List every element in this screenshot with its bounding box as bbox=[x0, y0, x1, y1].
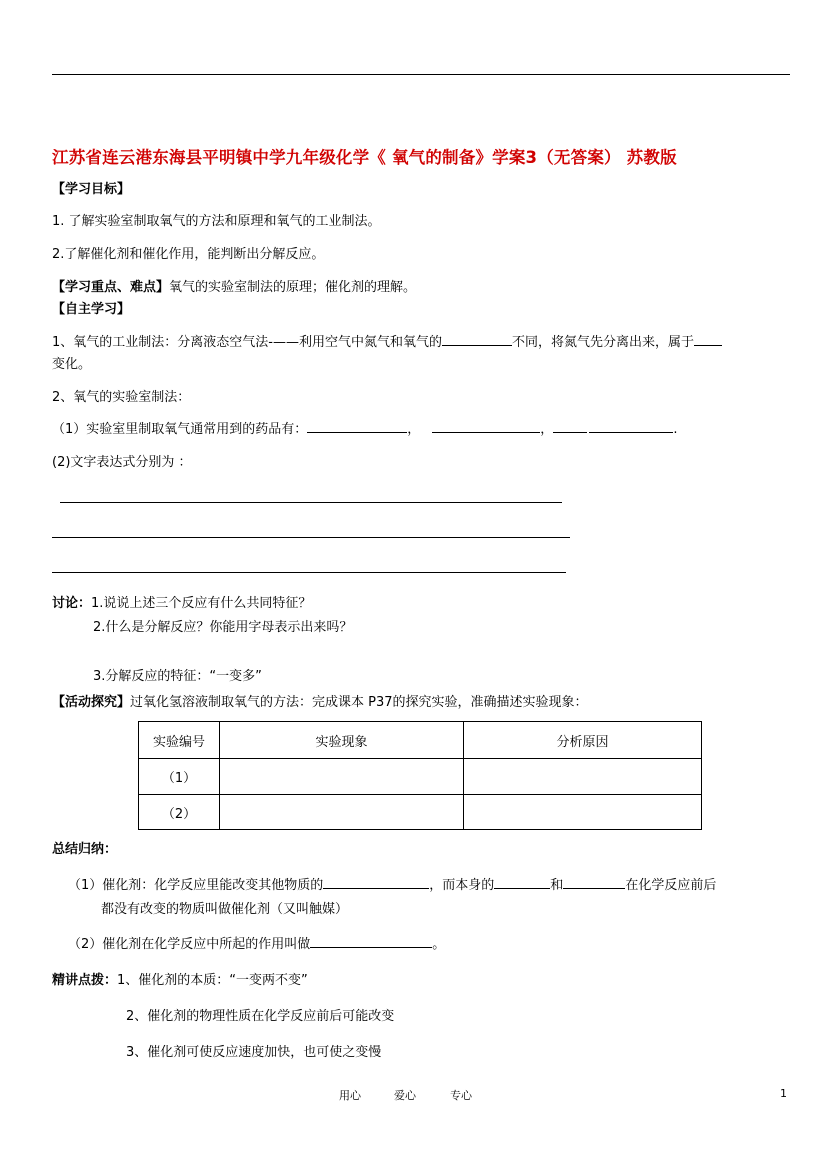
activity-text: 过氧化氢溶液制取氧气的方法：完成课本 P37的探究实验，准确描述实验现象： bbox=[130, 695, 588, 710]
q1-text-a: 1、氧气的工业制法：分离液态空气法-——利用空气中氮气和氧气的 bbox=[52, 335, 442, 350]
reagent-blank-2[interactable] bbox=[432, 419, 540, 433]
focus-line bbox=[52, 276, 416, 295]
table-cell-reason[interactable] bbox=[464, 795, 702, 830]
key-points-line-1 bbox=[52, 969, 308, 988]
self-study-q2-2: (2)文字表达式分别为 ： bbox=[52, 455, 192, 470]
table-header-cell: 实验编号 bbox=[139, 722, 220, 759]
table-cell-phenomenon[interactable] bbox=[220, 759, 464, 795]
reagent-blank-3b[interactable] bbox=[589, 419, 673, 433]
table-row bbox=[139, 795, 702, 830]
key-point-3: 3、催化剂可使反应速度加快，也可使之变慢 bbox=[126, 1045, 382, 1060]
summary-heading: 总结归纳： bbox=[52, 842, 118, 857]
goal-item-1: 1. 了解实验室制取氧气的方法和原理和氧气的工业制法。 bbox=[52, 214, 381, 229]
self-study-q2: 2、氧气的实验室制法： bbox=[52, 390, 191, 405]
summary-p1-text-e: 都没有改变的物质叫做催化剂（又叫触媒） bbox=[101, 902, 349, 917]
focus-heading: 【学习重点、难点】 bbox=[52, 280, 170, 295]
catalyst-blank-3[interactable] bbox=[563, 875, 625, 889]
activity-line bbox=[52, 691, 588, 710]
q1-blank-2[interactable] bbox=[694, 332, 722, 346]
page-number: 1 bbox=[780, 1087, 787, 1100]
table-header-cell: 实验现象 bbox=[220, 722, 464, 759]
answer-line-2[interactable] bbox=[52, 537, 570, 538]
discussion-item-3: 3.分解反应的特征：“一变多” bbox=[93, 669, 262, 684]
footer-word-3: 专心 bbox=[450, 1089, 472, 1102]
reagent-blank-1[interactable] bbox=[307, 419, 407, 433]
summary-p1-text-c: 和 bbox=[550, 878, 564, 893]
q2-1-text: （1）实验室里制取氧气通常用到的药品有： bbox=[52, 422, 308, 437]
header-rule bbox=[52, 74, 790, 75]
q1-blank-1[interactable] bbox=[442, 332, 512, 346]
summary-p2-text-a: （2）催化剂在化学反应中所起的作用叫做 bbox=[68, 937, 311, 952]
table-cell-reason[interactable] bbox=[464, 759, 702, 795]
activity-heading: 【活动探究】 bbox=[52, 695, 131, 710]
experiment-table bbox=[138, 721, 702, 830]
catalyst-blank-1[interactable] bbox=[323, 875, 429, 889]
reagent-blank-3a[interactable] bbox=[553, 419, 587, 433]
table-cell-phenomenon[interactable] bbox=[220, 795, 464, 830]
self-study-q1-line1 bbox=[52, 331, 722, 350]
q2-1-sep1: ， bbox=[407, 422, 421, 437]
discussion-line-1 bbox=[52, 592, 311, 611]
key-point-1: 1、催化剂的本质：“一变两不变” bbox=[117, 973, 308, 988]
focus-text: 氧气的实验室制法的原理；催化剂的理解。 bbox=[169, 280, 417, 295]
summary-p1-text-b: ，而本身的 bbox=[429, 878, 495, 893]
table-cell-number: （1） bbox=[139, 759, 220, 795]
discussion-item-1: 1.说说上述三个反应有什么共同特征？ bbox=[91, 596, 312, 611]
key-points-heading: 精讲点拨： bbox=[52, 973, 118, 988]
page-title: 江苏省连云港东海县平明镇中学九年级化学《 氧气的制备》学案3（无答案） 苏教版 bbox=[52, 148, 677, 167]
footer-word-2: 爱心 bbox=[394, 1089, 416, 1102]
summary-p2 bbox=[68, 933, 445, 952]
answer-line-1[interactable] bbox=[60, 502, 562, 503]
footer-word-1: 用心 bbox=[339, 1089, 361, 1102]
catalysis-blank[interactable] bbox=[310, 934, 432, 948]
discussion-label: 讨论： bbox=[52, 596, 92, 611]
q2-1-sep2: ， bbox=[540, 422, 554, 437]
summary-p2-text-b: 。 bbox=[432, 937, 446, 952]
table-cell-number: （2） bbox=[139, 795, 220, 830]
summary-p1-text-d: 在化学反应前后 bbox=[625, 878, 717, 893]
key-point-2: 2、催化剂的物理性质在化学反应前后可能改变 bbox=[126, 1009, 395, 1024]
self-study-q2-1 bbox=[52, 418, 677, 437]
answer-line-3[interactable] bbox=[52, 572, 566, 573]
catalyst-blank-2[interactable] bbox=[494, 875, 550, 889]
discussion-item-2: 2.什么是分解反应？你能用字母表示出来吗？ bbox=[93, 620, 353, 635]
q1-text-b: 不同，将氮气先分离出来，属于 bbox=[511, 335, 694, 350]
goal-item-2: 2.了解催化剂和催化作用，能判断出分解反应。 bbox=[52, 247, 325, 262]
summary-p1 bbox=[68, 874, 716, 893]
goals-heading: 【学习目标】 bbox=[52, 182, 131, 197]
self-study-heading: 【自主学习】 bbox=[52, 302, 131, 317]
table-header-cell: 分析原因 bbox=[464, 722, 702, 759]
table-header-row bbox=[139, 722, 702, 759]
q1-text-c: 变化。 bbox=[52, 357, 92, 372]
summary-p1-text-a: （1）催化剂：化学反应里能改变其他物质的 bbox=[68, 878, 324, 893]
table-row bbox=[139, 759, 702, 795]
q2-1-end: . bbox=[673, 422, 678, 437]
